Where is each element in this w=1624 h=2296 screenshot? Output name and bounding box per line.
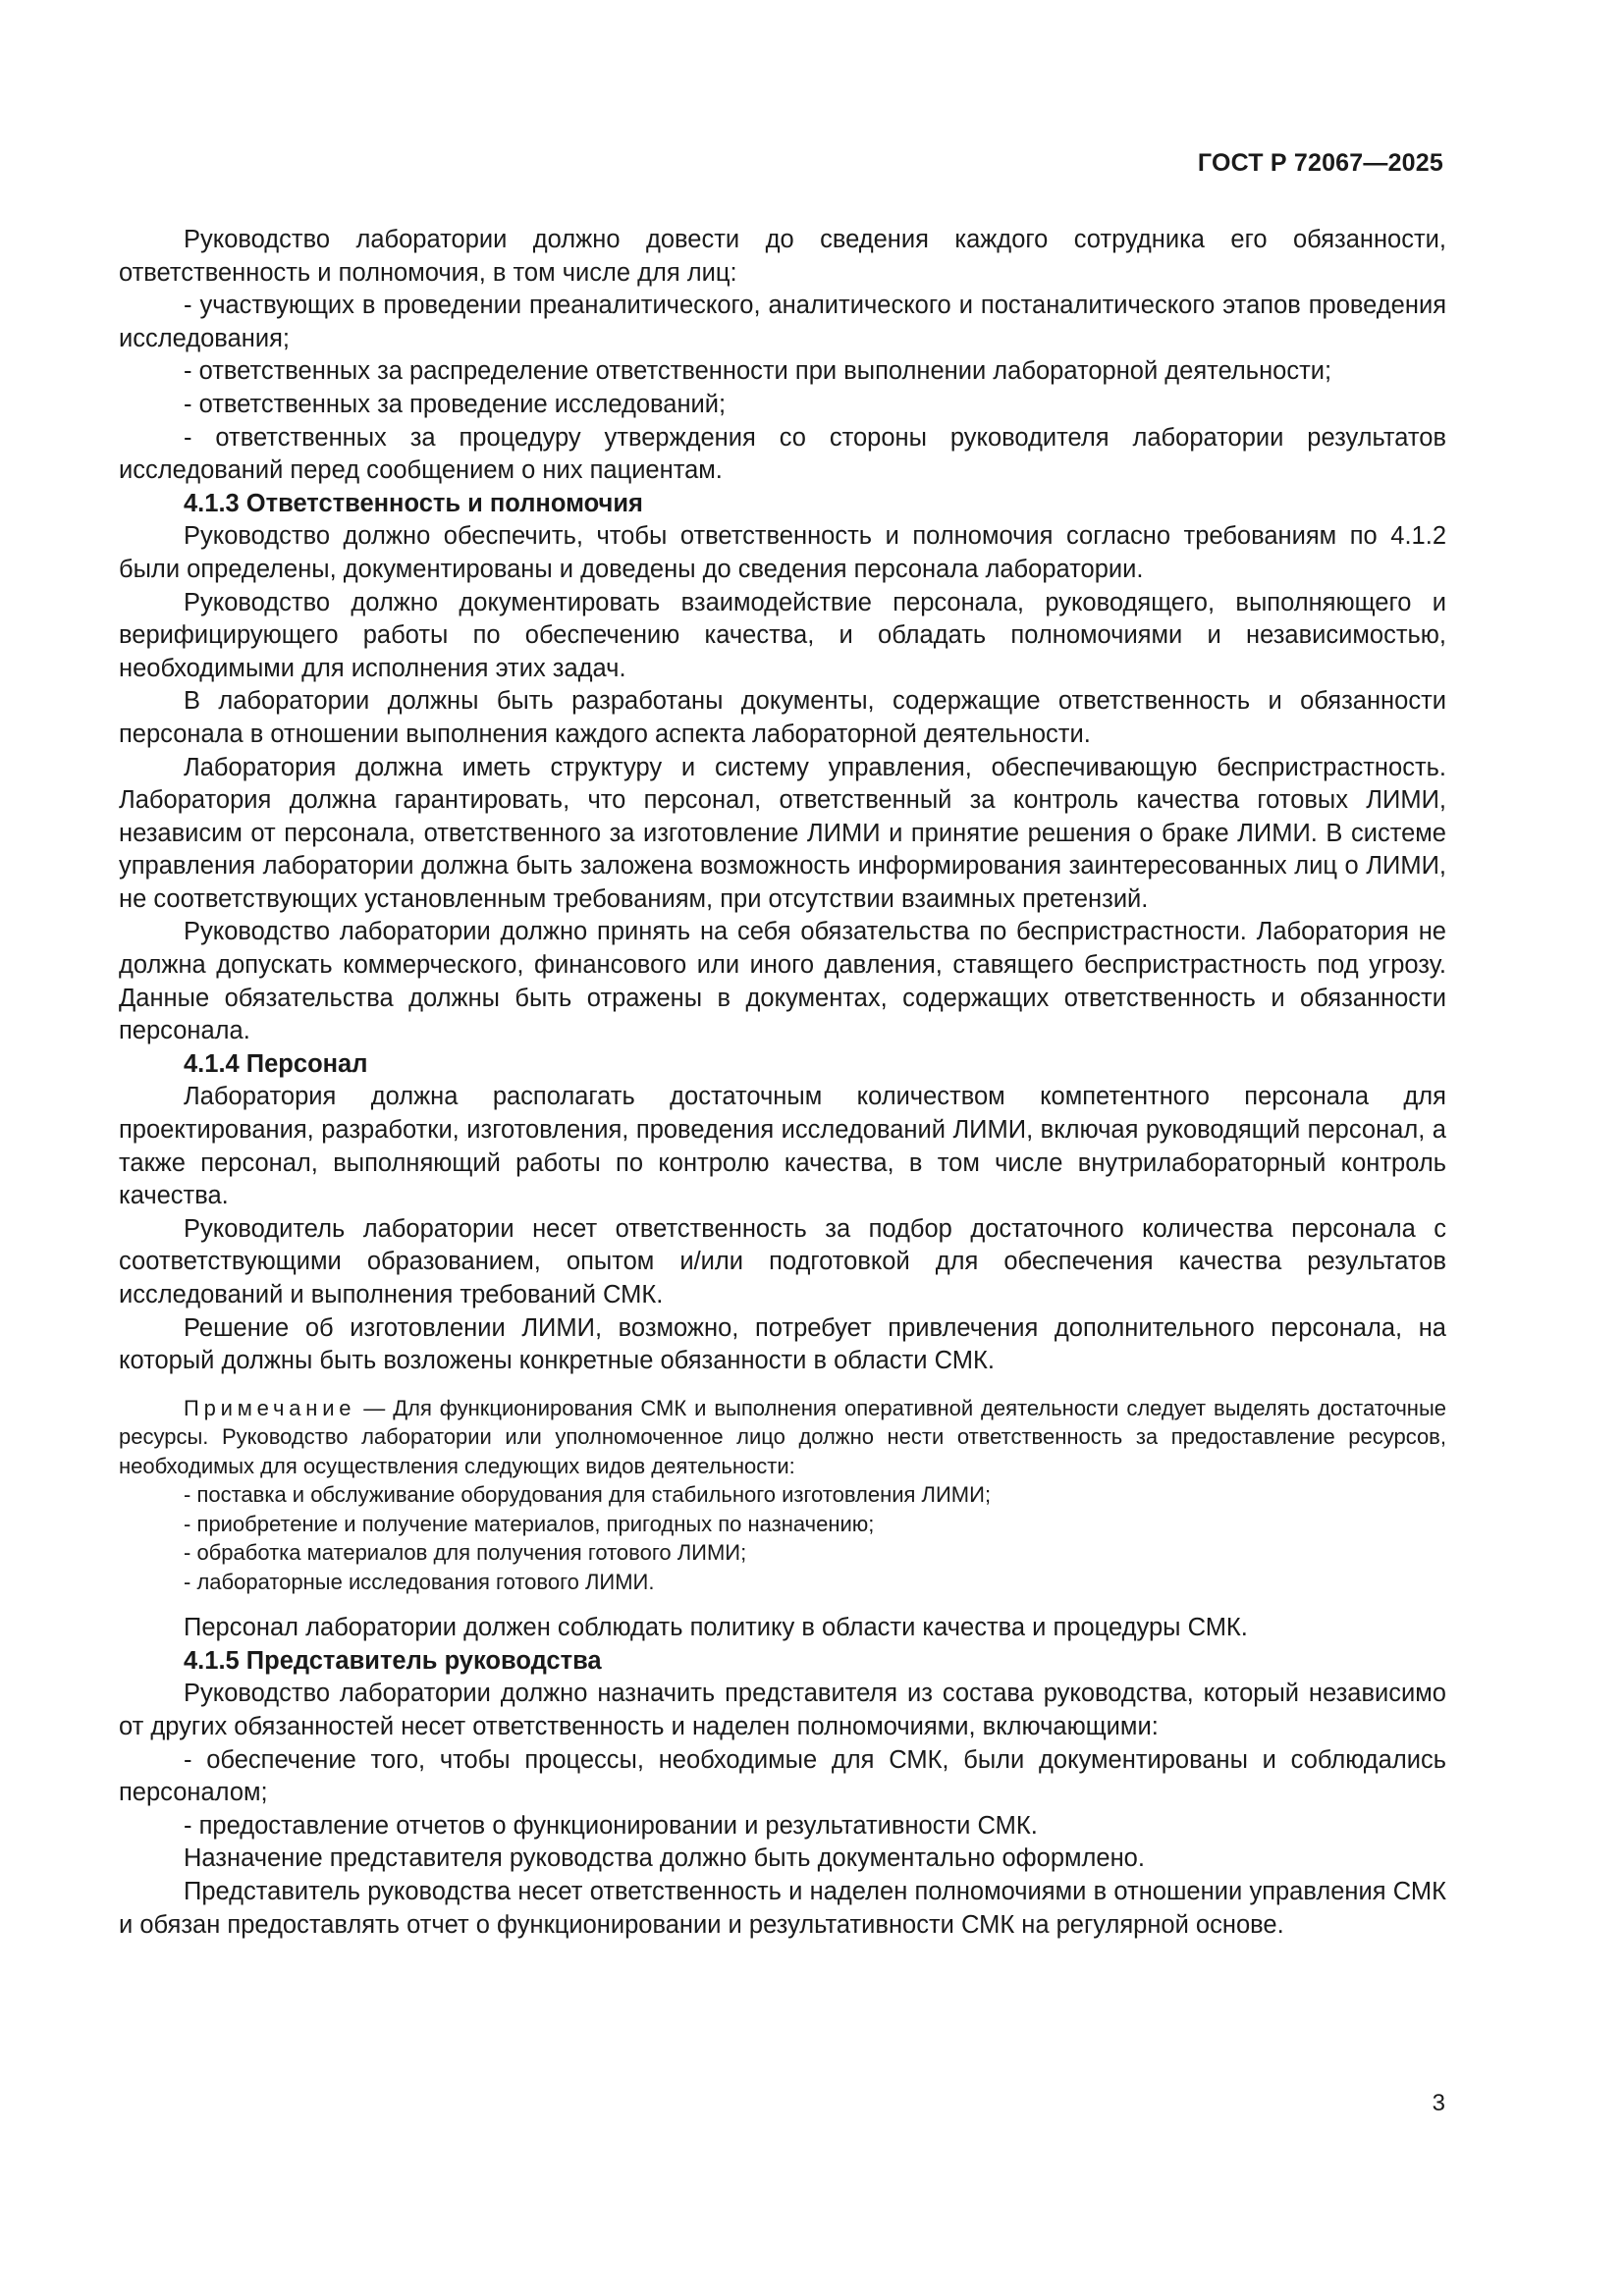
paragraph: Руководство должно обеспечить, чтобы ответственность и полномочия согласно требованиям по 4.1.2 были определены, документированы и доведены до сведения персонала лаборатории.	[119, 522, 1446, 583]
note-list-item: - лабораторные исследования готового ЛИМИ.	[184, 1569, 655, 1594]
paragraph: Руководитель лаборатории несет ответственность за подбор достаточного количества персонала с соответствующими образованием, опытом и/или подготовкой для обеспечения качества результатов исследований и выполнения требований СМК.	[119, 1214, 1446, 1308]
paragraph: Персонал лаборатории должен соблюдать политику в области качества и процедуры СМК.	[184, 1614, 1248, 1642]
paragraph: Руководство должно документировать взаимодействие персонала, руководящего, выполняющего и верифицирующего работы по обеспечению качества, и обладать полномочиями и независимостью, необходимыми для исполнения этих задач.	[119, 588, 1446, 682]
list-item: - предоставление отчетов о функционировании и результативности СМК.	[184, 1811, 1038, 1840]
section-heading-4-1-3: 4.1.3 Ответственность и полномочия	[184, 489, 643, 517]
page-number: 3	[1432, 2090, 1445, 2116]
list-item: - ответственных за процедуру утверждения со стороны руководителя лаборатории результатов исследований перед сообщением о них пациентам.	[119, 423, 1446, 485]
section-heading-4-1-4: 4.1.4 Персонал	[184, 1049, 368, 1078]
document-id-header: ГОСТ Р 72067—2025	[1197, 149, 1443, 177]
paragraph: Решение об изготовлении ЛИМИ, возможно, потребует привлечения дополнительного персонала, на который должны быть возложены конкретные обязанности в области СМК.	[119, 1313, 1446, 1375]
note-list-item: - приобретение и получение материалов, пригодных по назначению;	[184, 1511, 875, 1536]
paragraph: Руководство лаборатории должно принять на себя обязательства по беспристрастности. Лаборатория не должна допускать коммерческого, финансового или иного давления, ставящего беспристрастность под угрозу. Данные обязательства должны быть отражены в документах, содержащих ответственность и обязанности персонала.	[119, 918, 1446, 1045]
paragraph: Представитель руководства несет ответственность и наделен полномочиями в отношении управления СМК и обязан предоставлять отчет о функционировании и результативности СМК на регулярной основе.	[119, 1878, 1446, 1939]
note-label: Примечание	[184, 1395, 356, 1420]
note-list-item: - поставка и обслуживание оборудования для стабильного изготовления ЛИМИ;	[184, 1482, 992, 1508]
list-item: - участвующих в проведении преаналитического, аналитического и постаналитического этапов проведения исследования;	[119, 292, 1446, 352]
note-paragraph	[119, 1394, 1446, 1481]
paragraph: В лаборатории должны быть разработаны документы, содержащие ответственность и обязанности персонала в отношении выполнения каждого аспекта лабораторной деятельности.	[119, 687, 1446, 748]
paragraph: Руководство лаборатории должно довести до сведения каждого сотрудника его обязанности, ответственность и полномочия, в том числе для лиц:	[119, 226, 1446, 287]
list-item: - обеспечение того, чтобы процессы, необходимые для СМК, были документированы и соблюдались персоналом;	[119, 1745, 1446, 1807]
paragraph: Руководство лаборатории должно назначить представителя из состава руководства, который независимо от других обязанностей несет ответственность и наделен полномочиями, включающими:	[119, 1680, 1446, 1741]
note-block	[119, 1394, 1446, 1597]
paragraph: Лаборатория должна иметь структуру и систему управления, обеспечивающую беспристрастность. Лаборатория должна гарантировать, что персонал, ответственный за контроль качества готовых ЛИМИ, независим от персонала, ответственного за изготовление ЛИМИ и принятие решения о браке ЛИМИ. В системе управления лаборатории должна быть заложена возможность информирования заинтересованных лиц о ЛИМИ, не соответствующих установленным требованиям, при отсутствии взаимных претензий.	[119, 753, 1446, 913]
section-heading-4-1-5: 4.1.5 Представитель руководства	[184, 1646, 602, 1675]
list-item: - ответственных за проведение исследований;	[184, 390, 727, 418]
list-item: - ответственных за распределение ответственности при выполнении лабораторной деятельности;	[184, 357, 1332, 386]
note-list-item: - обработка материалов для получения готового ЛИМИ;	[184, 1540, 747, 1566]
note-text: — Для функционирования СМК и выполнения оперативной деятельности следует выделять достаточные ресурсы. Руководство лаборатории или уполномоченное лицо должно нести ответственность за предоставление ресурсов, необходимых для осуществления следующих видов деятельности:	[119, 1395, 1446, 1478]
paragraph: Назначение представителя руководства должно быть документально оформлено.	[184, 1844, 1145, 1873]
document-body	[119, 224, 1446, 1942]
paragraph: Лаборатория должна располагать достаточным количеством компетентного персонала для проектирования, разработки, изготовления, проведения исследований ЛИМИ, включая руководящий персонал, а также персонал, выполняющий работы по контролю качества, в том числе внутрилабораторный контроль качества.	[119, 1083, 1446, 1210]
